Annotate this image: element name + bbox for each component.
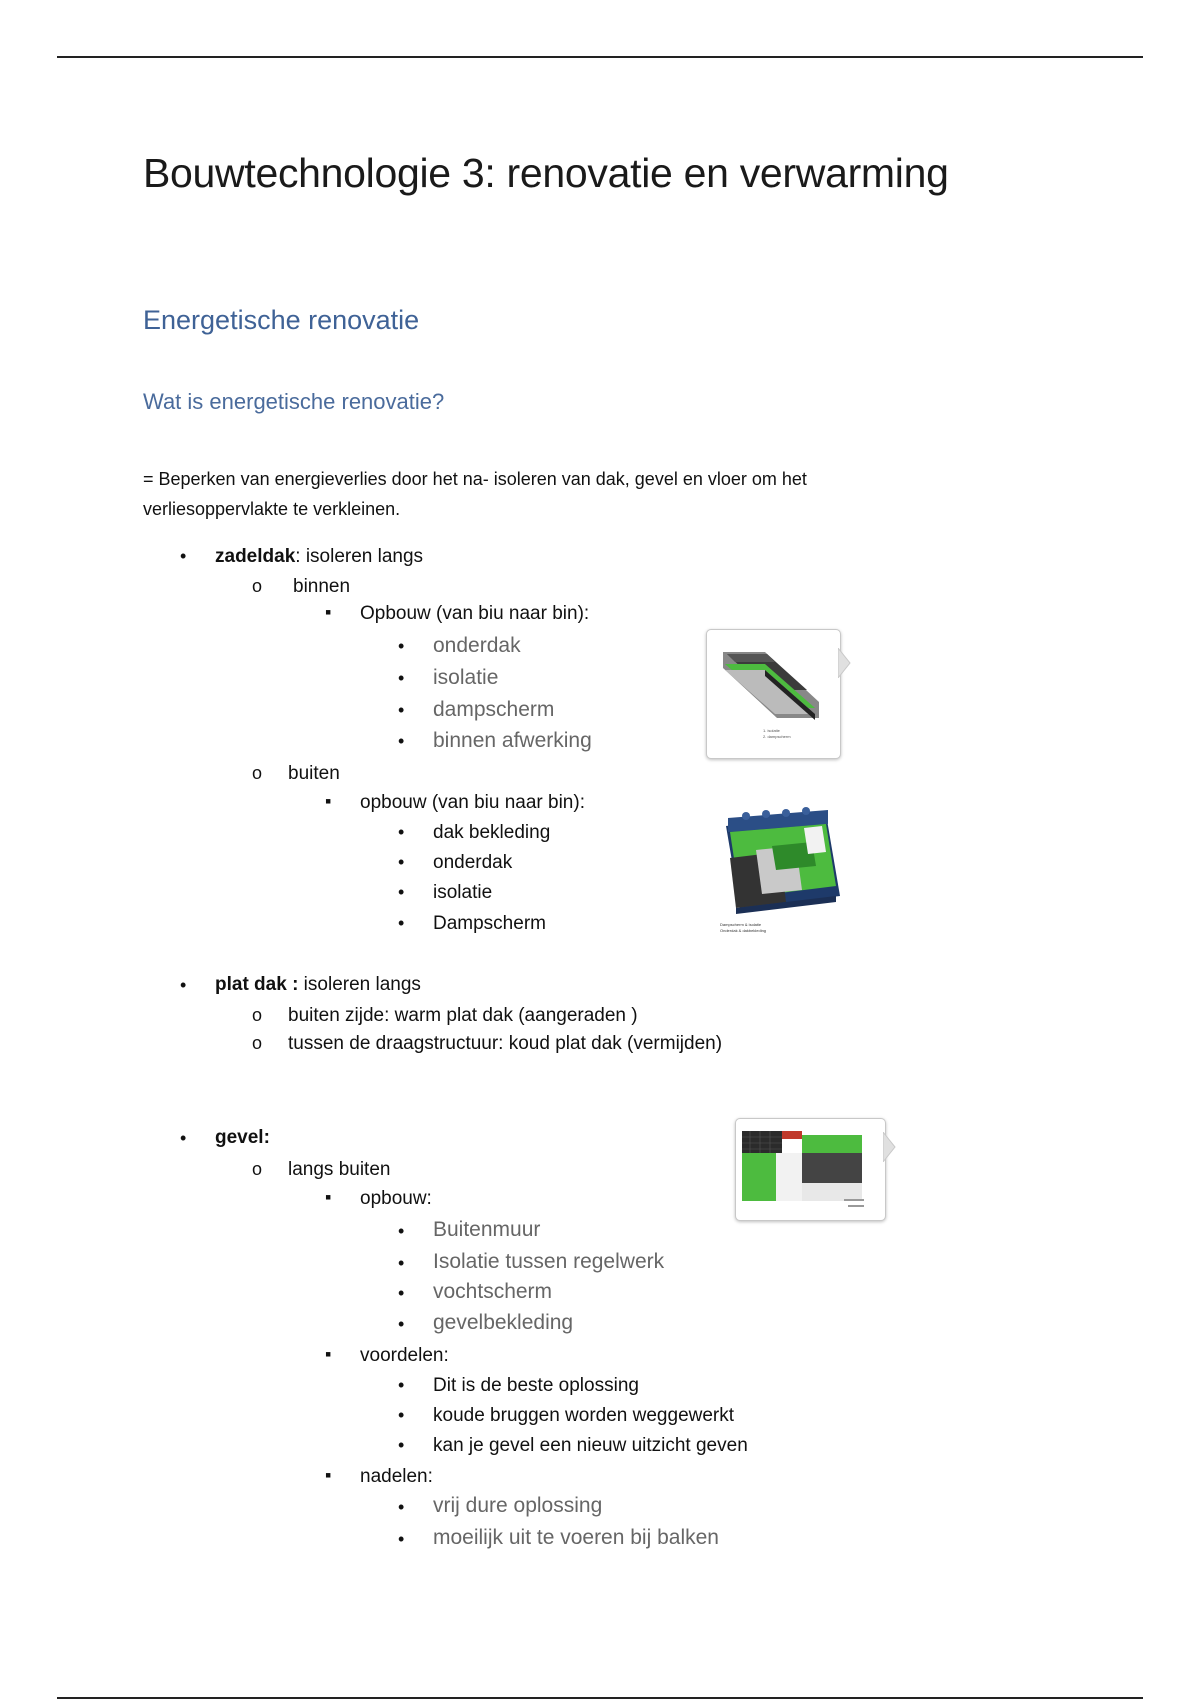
zadeldak-binnen-opbouw: Opbouw (van biu naar bin): — [360, 603, 590, 624]
disc-bullet: • — [398, 882, 405, 902]
heading-wat-is: Wat is energetische renovatie? — [143, 389, 445, 414]
figure-arrow-icon — [883, 1132, 897, 1162]
gevel-nadeel-item: moeilijk uit te voeren bij balken — [433, 1526, 719, 1549]
gevel-voordeel-item: Dit is de beste oplossing — [433, 1375, 639, 1396]
disc-bullet: • — [180, 1128, 187, 1148]
roof-binnen-illustration — [707, 630, 840, 758]
binnen-item: onderdak — [433, 634, 521, 657]
zadeldak-label: zadeldak — [215, 546, 296, 567]
buiten-item: onderdak — [433, 852, 513, 873]
square-bullet: ▪ — [325, 602, 332, 622]
binnen-item: isolatie — [433, 666, 499, 689]
circle-bullet: o — [252, 576, 263, 596]
roof-buiten-illustration — [716, 806, 842, 936]
svg-text:1. isolatie: 1. isolatie — [763, 728, 780, 733]
gevel-nadeel-item: vrij dure oplossing — [433, 1494, 603, 1517]
circle-bullet: o — [252, 1159, 263, 1179]
zadeldak-buiten-opbouw: opbouw (van biu naar bin): — [360, 792, 585, 813]
disc-bullet: • — [398, 700, 405, 720]
platdak-item — [215, 974, 421, 996]
disc-bullet: • — [398, 636, 405, 656]
disc-bullet: • — [398, 1497, 405, 1517]
disc-bullet: • — [398, 822, 405, 842]
disc-bullet: • — [398, 1221, 405, 1241]
gevel-langs-buiten: langs buiten — [288, 1159, 391, 1180]
buiten-item: Dampscherm — [433, 913, 546, 934]
disc-bullet: • — [180, 546, 187, 566]
bottom-rule — [57, 1697, 1143, 1699]
svg-text:Onderdak & dakbekleding: Onderdak & dakbekleding — [720, 928, 767, 933]
gevel-label: gevel: — [215, 1127, 270, 1148]
platdak-suffix: isoleren langs — [298, 974, 421, 995]
disc-bullet: • — [398, 1405, 405, 1425]
disc-bullet: • — [180, 975, 187, 995]
disc-bullet: • — [398, 913, 405, 933]
gevel-illustration — [736, 1119, 885, 1220]
square-bullet: ▪ — [325, 791, 332, 811]
gevel-voordelen-label: voordelen: — [360, 1345, 449, 1366]
disc-bullet: • — [398, 852, 405, 872]
zadeldak-buiten: buiten — [288, 763, 340, 784]
disc-bullet: • — [398, 1529, 405, 1549]
buiten-item: dak bekleding — [433, 822, 551, 843]
disc-bullet: • — [398, 1435, 405, 1455]
zadeldak-binnen: binnen — [293, 576, 351, 597]
platdak-option: buiten zijde: warm plat dak (aangeraden ) — [288, 1005, 638, 1026]
platdak-label: plat dak : — [215, 974, 299, 995]
roof-binnen-figure — [706, 629, 841, 759]
platdak-option: tussen de draagstructuur: koud plat dak (vermijden) — [288, 1033, 723, 1054]
circle-bullet: o — [252, 1033, 263, 1053]
gevel-opbouw-label: opbouw: — [360, 1188, 432, 1209]
circle-bullet: o — [252, 1005, 263, 1025]
square-bullet: ▪ — [325, 1344, 332, 1364]
disc-bullet: • — [398, 731, 405, 751]
gevel-voordeel-item: koude bruggen worden weggewerkt — [433, 1405, 735, 1426]
document-title: Bouwtechnologie 3: renovatie en verwarming — [143, 150, 949, 196]
gevel-voordeel-item: kan je gevel een nieuw uitzicht geven — [433, 1435, 748, 1456]
circle-bullet: o — [252, 763, 263, 783]
binnen-item: binnen afwerking — [433, 729, 592, 752]
disc-bullet: • — [398, 668, 405, 688]
zadeldak-suffix: : isoleren langs — [295, 546, 424, 567]
zadeldak-item — [215, 546, 423, 568]
gevel-opbouw-item: Buitenmuur — [433, 1218, 541, 1241]
gevel-opbouw-item: Isolatie tussen regelwerk — [433, 1250, 665, 1273]
heading-energetische-renovatie: Energetische renovatie — [143, 305, 420, 335]
disc-bullet: • — [398, 1283, 405, 1303]
square-bullet: ▪ — [325, 1187, 332, 1207]
svg-text:2. dampscherm: 2. dampscherm — [763, 734, 791, 739]
square-bullet: ▪ — [325, 1465, 332, 1485]
gevel-opbouw-item: vochtscherm — [433, 1280, 553, 1303]
svg-text:Dampscherm & isolatie: Dampscherm & isolatie — [720, 922, 762, 927]
gevel-opbouw-item: gevelbekleding — [433, 1311, 574, 1334]
intro-line-1: = Beperken van energieverlies door het na- isoleren van dak, gevel en vloer om het — [143, 469, 807, 489]
buiten-item: isolatie — [433, 882, 493, 903]
intro-line-2: verliesoppervlakte te verkleinen. — [143, 499, 401, 519]
disc-bullet: • — [398, 1253, 405, 1273]
gevel-nadelen-label: nadelen: — [360, 1466, 433, 1487]
binnen-item: dampscherm — [433, 698, 555, 721]
disc-bullet: • — [398, 1314, 405, 1334]
top-rule — [57, 56, 1143, 58]
disc-bullet: • — [398, 1375, 405, 1395]
figure-arrow-icon — [838, 648, 852, 678]
gevel-figure — [735, 1118, 886, 1221]
